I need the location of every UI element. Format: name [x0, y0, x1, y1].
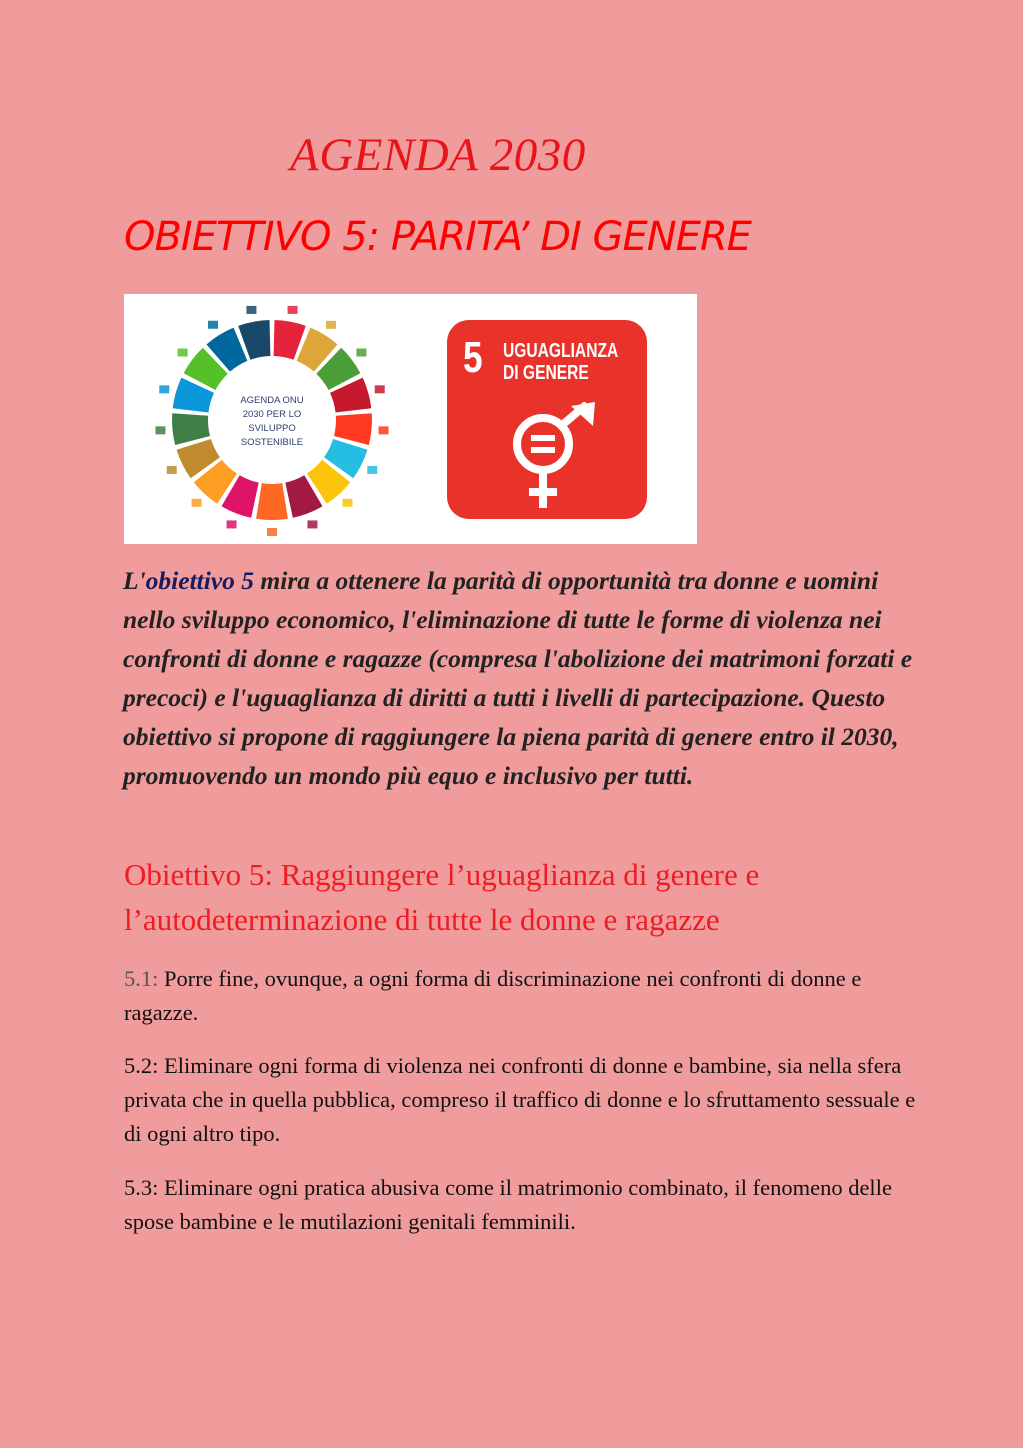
wheel-segment	[256, 483, 288, 520]
wheel-mini-icon	[342, 499, 352, 507]
wheel-mini-icon	[155, 426, 165, 434]
sdg-wheel-icon	[152, 300, 392, 540]
wheel-mini-icon	[227, 520, 237, 528]
wheel-segment	[334, 413, 372, 445]
intro-highlight: obiettivo 5	[145, 566, 255, 595]
goal-tile-label: UGUAGLIANZA DI GENERE	[503, 340, 619, 384]
wheel-text-line-3: SVILUPPO	[248, 423, 296, 434]
target-5-3: 5.3: Eliminare ogni pratica abusiva come il matrimonio combinato, il fenomeno delle spose bambine e le mutilazioni genitali femminili.	[124, 1175, 892, 1234]
wheel-text-line-4: SOSTENIBILE	[240, 437, 304, 448]
goal-heading: OBIETTIVO 5: PARITA’ DI GENERE	[124, 214, 752, 260]
wheel-segment	[172, 413, 210, 445]
wheel-mini-icon	[167, 466, 177, 474]
target-5-1: 5.1: Porre fine, ovunque, a ogni forma di discriminazione nei confronti di donne e ragazze.	[124, 966, 862, 1025]
wheel-mini-icon	[356, 349, 366, 357]
goal-subtitle: Obiettivo 5: Raggiungere l’uguaglianza di genere e l’autodeterminazione di tutte le donne e ragazze	[124, 857, 760, 937]
wheel-text-line-1: AGENDA ONU	[240, 395, 304, 406]
wheel-mini-icon	[375, 385, 385, 393]
wheel-mini-icon	[326, 321, 336, 329]
gender-equality-icon	[503, 402, 603, 512]
wheel-mini-icon	[379, 426, 389, 434]
wheel-mini-icon	[159, 385, 169, 393]
wheel-mini-icon	[367, 466, 377, 474]
goal-tile-number: 5	[463, 333, 483, 382]
goal-5-tile	[447, 320, 647, 519]
wheel-mini-icon	[267, 528, 277, 536]
wheel-mini-icon	[307, 520, 317, 528]
intro-paragraph: L'obiettivo 5 mira a ottenere la parità di opportunità tra donne e uomini nello sviluppo economico, l'eliminazione di tutte le forme di violenza nei confronti di donne e ragazze (compresa l'abolizione dei matrimoni forzati e precoci) e l'uguaglianza di diritti a tutti i livelli di partecipazione. Questo obiettivo si propone di raggiungere la piena parità di genere entro il 2030, promuovendo un mondo più equo e inclusivo per tutti.	[123, 566, 913, 790]
wheel-mini-icon	[288, 306, 298, 314]
wheel-text-line-2: 2030 PER LO	[242, 409, 302, 420]
wheel-mini-icon	[178, 349, 188, 357]
target-5-2: 5.2: Eliminare ogni forma di violenza nei confronti di donne e bambine, sia nella sfera privata che in quella pubblica, compreso il traffico di donne e lo sfruttamento sessuale e di ogni altro tipo.	[124, 1053, 916, 1146]
document-title: AGENDA 2030	[290, 129, 586, 181]
wheel-mini-icon	[246, 306, 256, 314]
wheel-mini-icon	[208, 321, 218, 329]
sdg-image	[124, 294, 697, 544]
wheel-mini-icon	[192, 499, 202, 507]
